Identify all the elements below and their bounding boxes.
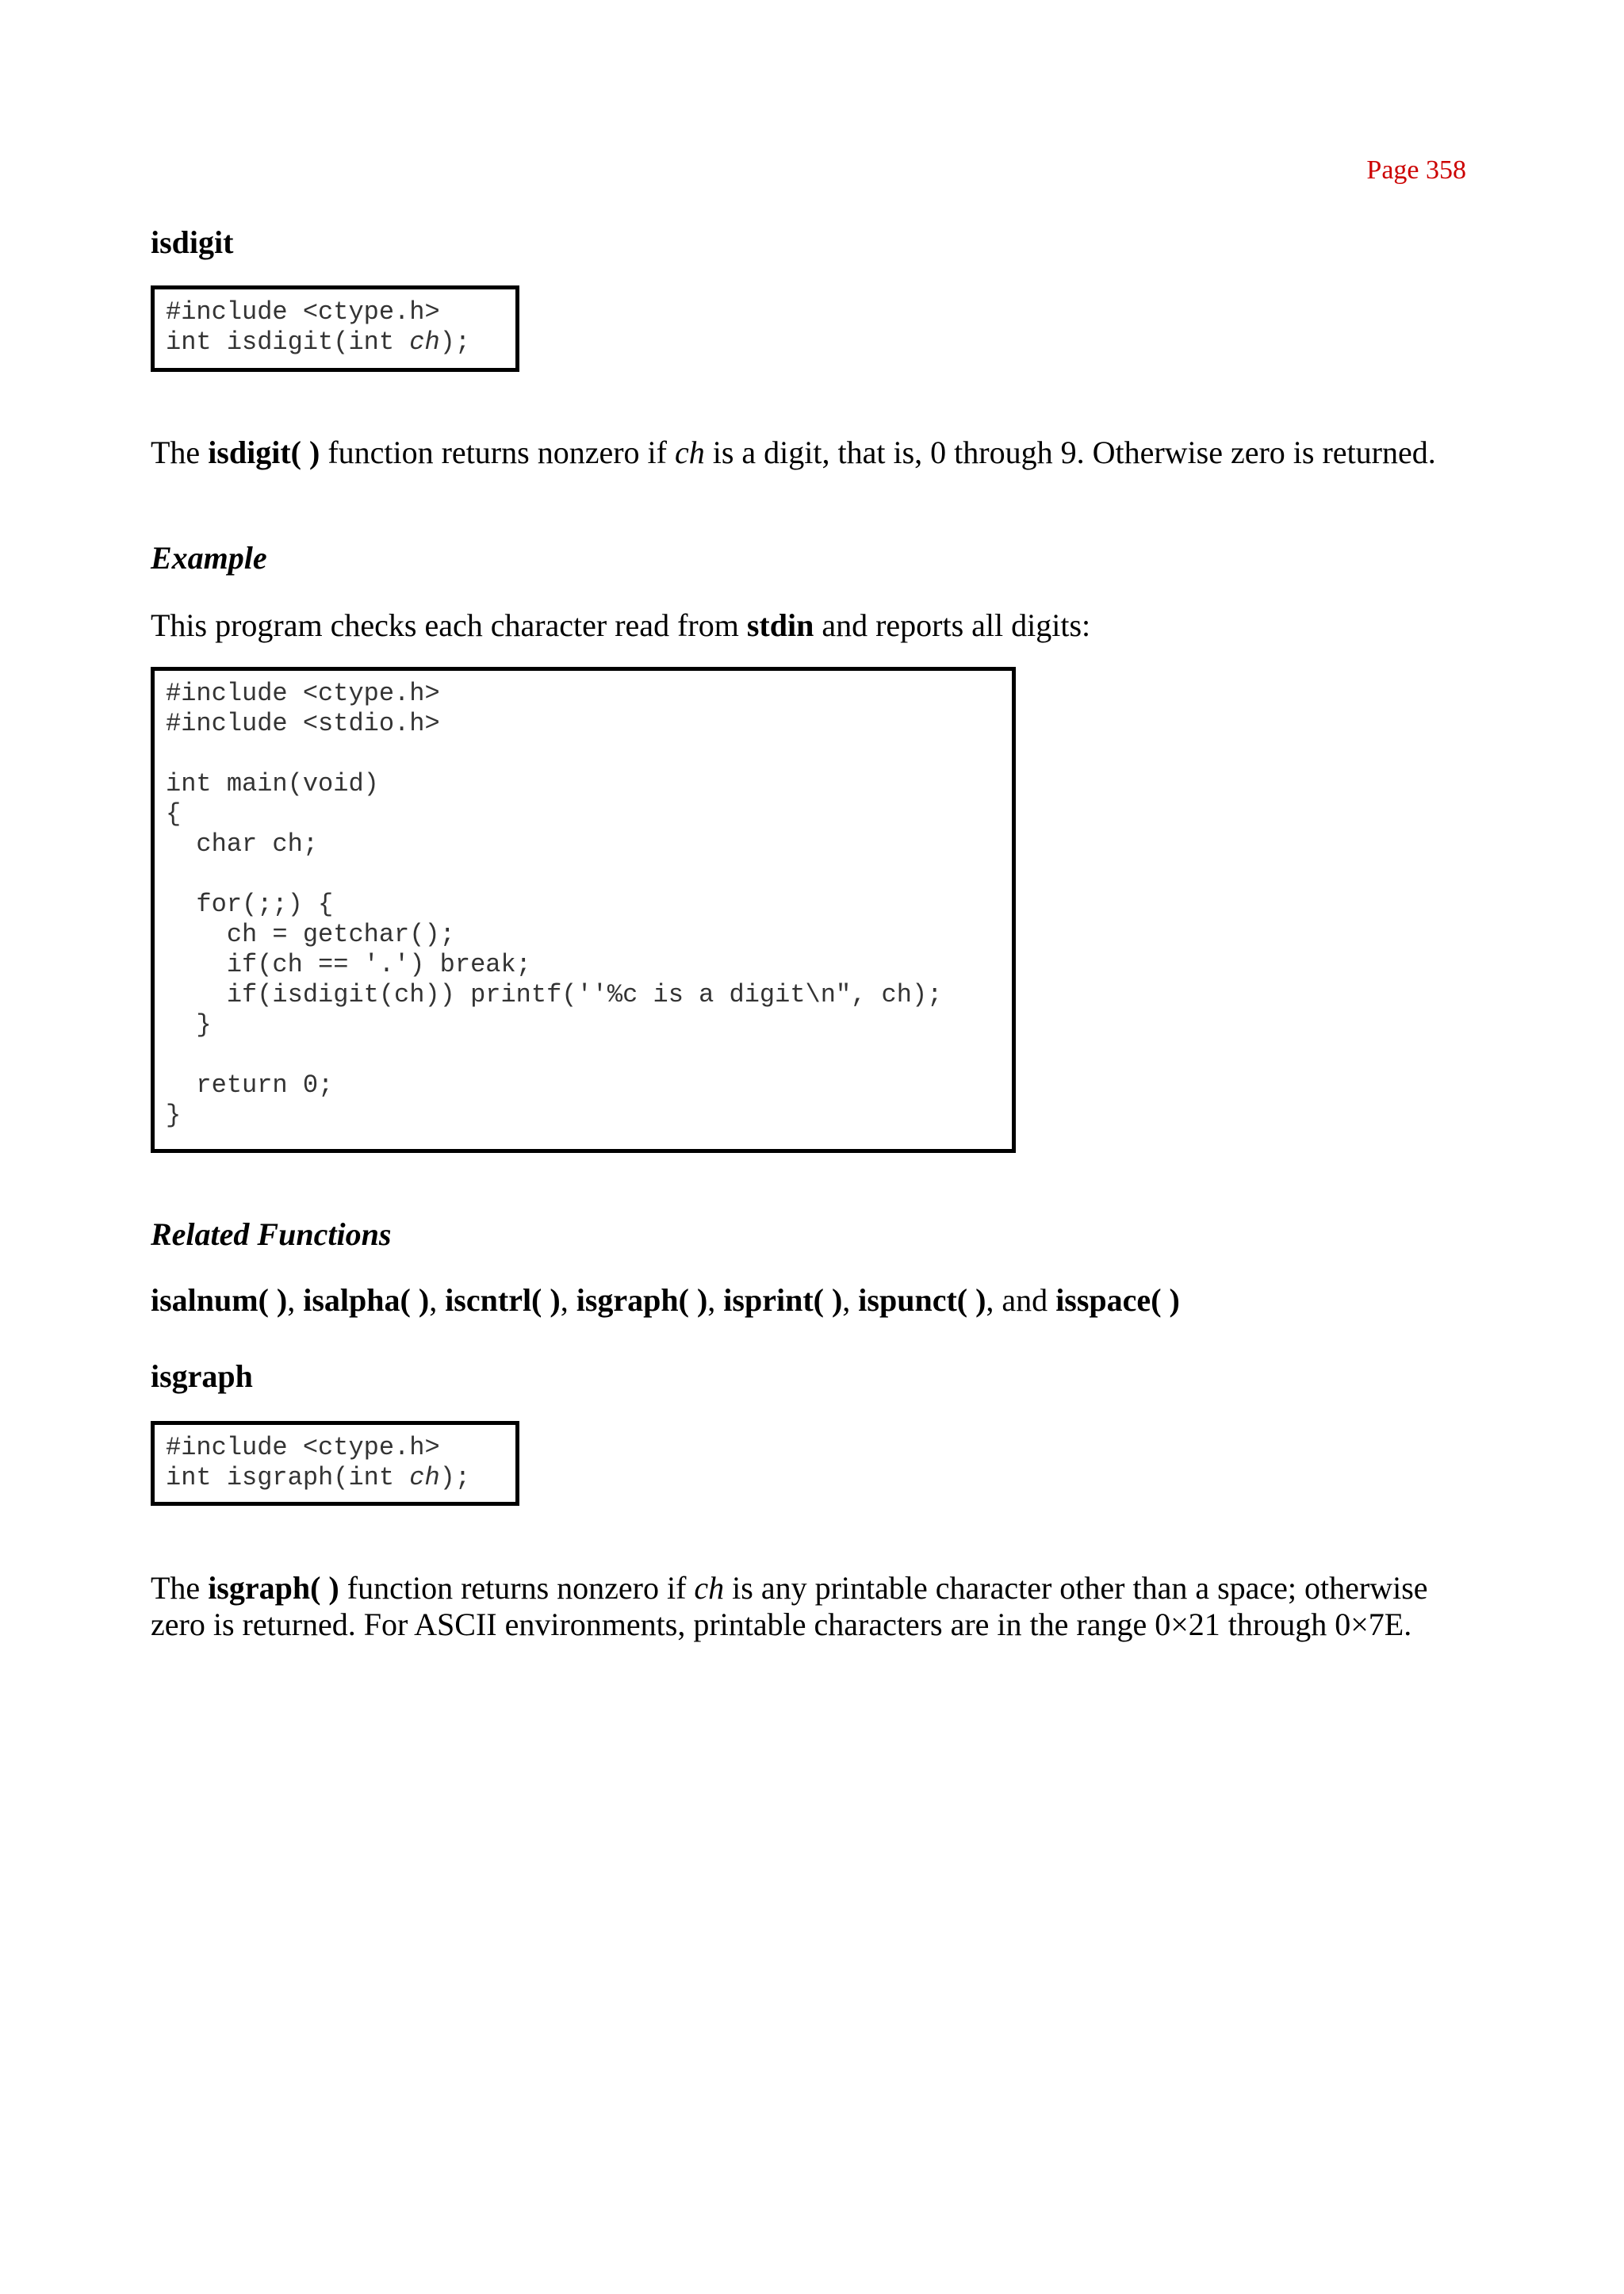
- code-line: #include <stdio.h>: [166, 709, 440, 738]
- related-function: iscntrl( ): [445, 1282, 561, 1318]
- isgraph-heading: isgraph: [151, 1358, 253, 1394]
- code-line: #include <ctype.h>: [166, 297, 440, 327]
- related-function: isspace( ): [1055, 1282, 1180, 1318]
- text: and reports all digits:: [814, 607, 1091, 643]
- isdigit-heading: isdigit: [151, 224, 234, 260]
- separator: ,: [842, 1282, 859, 1318]
- isdigit-prototype-box: [151, 285, 519, 372]
- param-ch: ch: [409, 1463, 440, 1492]
- separator: , and: [986, 1282, 1056, 1318]
- code-line: int main(void): [166, 769, 379, 798]
- separator: ,: [560, 1282, 576, 1318]
- code-text: );: [439, 327, 471, 357]
- function-name: isgraph( ): [208, 1570, 339, 1606]
- function-name: isdigit( ): [208, 435, 320, 470]
- code-line: ch = getchar();: [166, 920, 455, 949]
- isgraph-description: [151, 1570, 1475, 1643]
- example-intro: [151, 607, 1475, 644]
- related-function: isalnum( ): [151, 1282, 288, 1318]
- isdigit-description: [151, 435, 1475, 471]
- code-line: }: [166, 1101, 182, 1130]
- text: The: [151, 435, 209, 470]
- separator: ,: [287, 1282, 304, 1318]
- separator: ,: [429, 1282, 446, 1318]
- separator: ,: [707, 1282, 724, 1318]
- code-line: [166, 1463, 506, 1493]
- code-text: int isgraph(int: [166, 1463, 410, 1492]
- code-line: #include <ctype.h>: [166, 679, 440, 708]
- code-line: [166, 860, 1002, 890]
- code-line: [166, 739, 1002, 769]
- code-line: [166, 1040, 1002, 1070]
- param-ch: ch: [694, 1570, 725, 1606]
- related-function: ispunct( ): [858, 1282, 986, 1318]
- related-function: isgraph( ): [576, 1282, 708, 1318]
- code-line: {: [166, 799, 182, 829]
- code-line: [166, 327, 506, 358]
- code-line: if(isdigit(ch)) printf(''%c is a digit\n", ch);: [166, 980, 943, 1009]
- text: is any printable character other than a space; otherwise zero is returned. For ASCII environments, printable characters are in the range 0×21 through 0×7E.: [151, 1570, 1428, 1642]
- text: The: [151, 1570, 209, 1606]
- param-ch: ch: [409, 327, 440, 357]
- isgraph-prototype: [166, 1433, 506, 1493]
- related-functions-heading: Related Functions: [151, 1216, 392, 1252]
- isdigit-prototype: [166, 297, 506, 358]
- related-function: isalpha( ): [303, 1282, 430, 1318]
- text: function returns nonzero if: [320, 435, 675, 470]
- code-line: }: [166, 1010, 212, 1040]
- text: is a digit, that is, 0 through 9. Otherwise zero is returned.: [704, 435, 1436, 470]
- code-line: return 0;: [166, 1070, 334, 1100]
- code-line: char ch;: [166, 829, 319, 859]
- code-line: #include <ctype.h>: [166, 1433, 440, 1462]
- page-number: Page 358: [1366, 155, 1466, 185]
- example-code-box: [151, 667, 1016, 1153]
- isgraph-prototype-box: [151, 1421, 519, 1506]
- related-function: isprint( ): [723, 1282, 843, 1318]
- related-functions-list: [151, 1282, 1475, 1319]
- text: function returns nonzero if: [339, 1570, 695, 1606]
- text: This program checks each character read from: [151, 607, 747, 643]
- code-line: if(ch == '.') break;: [166, 950, 531, 979]
- param-ch: ch: [674, 435, 705, 470]
- code-text: );: [439, 1463, 471, 1492]
- code-text: int isdigit(int: [166, 327, 410, 357]
- stream-name: stdin: [746, 607, 814, 643]
- example-heading: Example: [151, 540, 267, 576]
- code-line: for(;;) {: [166, 890, 334, 919]
- example-code: [166, 679, 1002, 1131]
